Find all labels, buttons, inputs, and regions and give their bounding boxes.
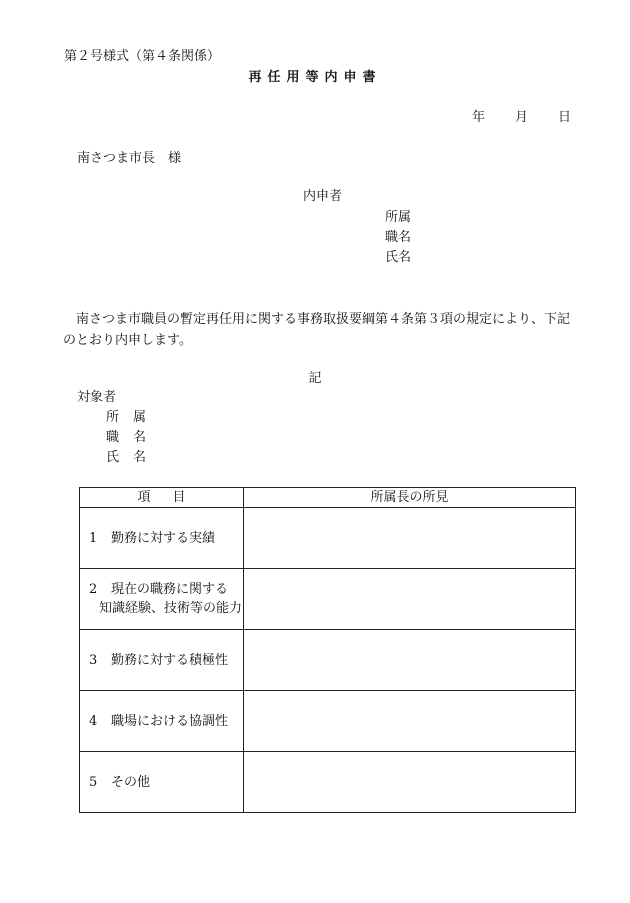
opinion-cell[interactable] [244, 508, 576, 569]
table-row [80, 508, 576, 569]
item-label: その他 [111, 774, 151, 790]
addressee: 南さつま市長 様 [77, 151, 182, 166]
evaluation-table [79, 487, 576, 813]
table-row [80, 752, 576, 813]
item-label: 現在の職務に関する [111, 582, 229, 597]
item-label: 勤務に対する実績 [111, 530, 216, 546]
item-label: 職場における協調性 [111, 713, 229, 729]
date-day: 日 [558, 110, 572, 125]
header-opinion: 所属長の所見 [244, 488, 576, 508]
applicant-label: 内申者 [303, 189, 343, 204]
applicant-title-label: 職名 [385, 230, 412, 245]
opinion-cell[interactable] [244, 630, 576, 691]
table-row [80, 691, 576, 752]
target-title-label: 職名 [106, 430, 161, 445]
opinion-cell[interactable] [244, 752, 576, 813]
applicant-affiliation-label: 所属 [385, 210, 412, 225]
item-number: 1 [89, 530, 98, 546]
item-cell [80, 752, 244, 813]
opinion-cell[interactable] [244, 691, 576, 752]
target-name-label: 氏名 [106, 450, 161, 465]
form-number: 第２号様式（第４条関係） [64, 49, 221, 64]
date-year: 年 [472, 110, 486, 125]
date-month: 月 [515, 110, 529, 125]
item-cell [80, 691, 244, 752]
item-label: 勤務に対する積極性 [111, 652, 229, 668]
item-cell [80, 630, 244, 691]
item-cell [80, 508, 244, 569]
target-affiliation-label: 所属 [106, 410, 161, 425]
document-title: 再任用等内申書 [248, 70, 382, 85]
item-number: 4 [89, 713, 98, 729]
item-number: 5 [89, 774, 98, 790]
table-row [80, 630, 576, 691]
ki-heading: 記 [308, 371, 322, 386]
date-line [472, 111, 571, 124]
opinion-cell[interactable] [244, 569, 576, 630]
target-label: 対象者 [77, 390, 117, 405]
table-header-row [80, 488, 576, 508]
item-number: 2 [89, 582, 98, 597]
item-label-continuation: 知識経験、技術等の能力 [99, 601, 243, 616]
body-text: 南さつま市職員の暫定再任用に関する事務取扱要綱第４条第３項の規定により、下記のとおり内申します。 [63, 312, 571, 348]
table-row [80, 569, 576, 630]
item-cell [80, 569, 244, 630]
header-item: 項目 [80, 488, 244, 508]
item-number: 3 [89, 652, 98, 668]
applicant-name-label: 氏名 [385, 250, 412, 265]
